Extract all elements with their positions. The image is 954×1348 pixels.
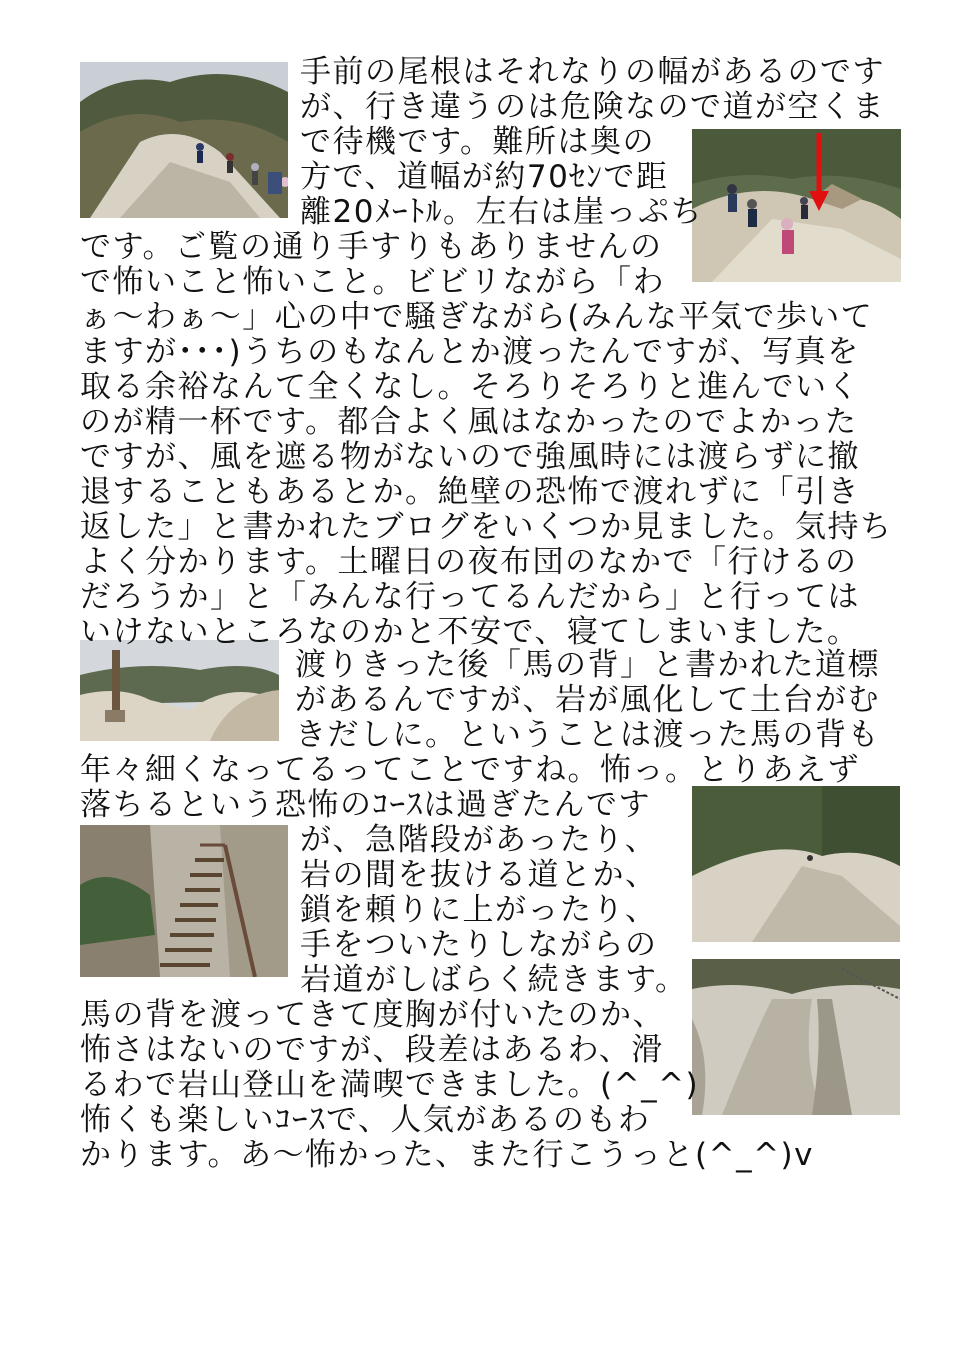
text-line: で待機です。難所は奥の xyxy=(300,124,656,160)
text-line: るわで岩山登山を満喫できました。(^_^) xyxy=(80,1067,700,1103)
text-line: 岩道がしばらく続きます。 xyxy=(300,962,688,998)
rock-path-photo xyxy=(692,786,900,942)
ridge-hikers-photo xyxy=(80,62,288,218)
text-line: かります。あ～怖かった、また行こうっと(^_^)v xyxy=(80,1137,815,1173)
text-line: があるんですが、岩が風化して土台がむ xyxy=(295,682,880,718)
text-line: 年々細くなってるってことですね。怖っ。とりあえず xyxy=(80,752,860,788)
text-line: ですが、風を遮る物がないので強風時には渡らずに撤 xyxy=(80,439,860,475)
eroded-rock-photo xyxy=(692,959,900,1115)
text-line: 怖さはないのですが、段差はあるわ、滑 xyxy=(80,1032,664,1068)
text-line: いけないところなのかと不安で、寝てしまいました。 xyxy=(80,614,860,650)
signpost-photo xyxy=(80,640,279,741)
text-line: よく分かります。土曜日の夜布団のなかで「行けるの xyxy=(80,544,858,580)
text-line: 怖くも楽しいｺｰｽで、人気があるのもわ xyxy=(80,1102,651,1138)
narrow-ridge-arrow-photo xyxy=(692,129,901,282)
text-line: ぁ～わぁ～」心の中で騒ぎながら(みんな平気で歩いて xyxy=(80,299,874,335)
text-line: 落ちるという恐怖のｺｰｽは過ぎたんです xyxy=(80,787,651,823)
text-line: で怖いこと怖いこと。ビビリながら「わ xyxy=(80,264,665,300)
text-line: 馬の背を渡ってきて度胸が付いたのか、 xyxy=(80,997,665,1033)
text-line: 離20ﾒｰﾄﾙ。左右は崖っぷち xyxy=(300,194,703,230)
stairs-photo xyxy=(80,825,288,977)
text-line: 取る余裕なんて全くなし。そろりそろりと進んでいく xyxy=(80,369,860,405)
text-line: 鎖を頼りに上がったり、 xyxy=(300,892,658,928)
text-line: 渡りきった後「馬の背」と書かれた道標 xyxy=(295,647,880,683)
text-line: 手前の尾根はそれなりの幅があるのです xyxy=(300,54,885,90)
text-line: きだしに。ということは渡った馬の背も xyxy=(295,717,880,753)
text-line: 返した」と書かれたブログをいくつか見ました。気持ち xyxy=(80,509,893,545)
text-line: のが精一杯です。都合よく風はなかったのでよかった xyxy=(80,404,858,440)
text-line: が、行き違うのは危険なので道が空くま xyxy=(300,89,885,125)
text-line: ますが･･･)うちのもなんとか渡ったんですが、写真を xyxy=(80,334,860,370)
text-line: 手をついたりしながらの xyxy=(300,927,658,963)
text-line: です。ご覧の通り手すりもありませんの xyxy=(80,229,663,265)
text-line: 退することもあるとか。絶壁の恐怖で渡れずに「引き xyxy=(80,474,860,510)
text-line: 方で、道幅が約70ｾﾝで距 xyxy=(300,159,669,195)
text-line: だろうか」と「みんな行ってるんだから」と行っては xyxy=(80,579,860,615)
text-line: 岩の間を抜ける道とか、 xyxy=(300,857,658,893)
text-line: が、急階段があったり、 xyxy=(300,822,658,858)
